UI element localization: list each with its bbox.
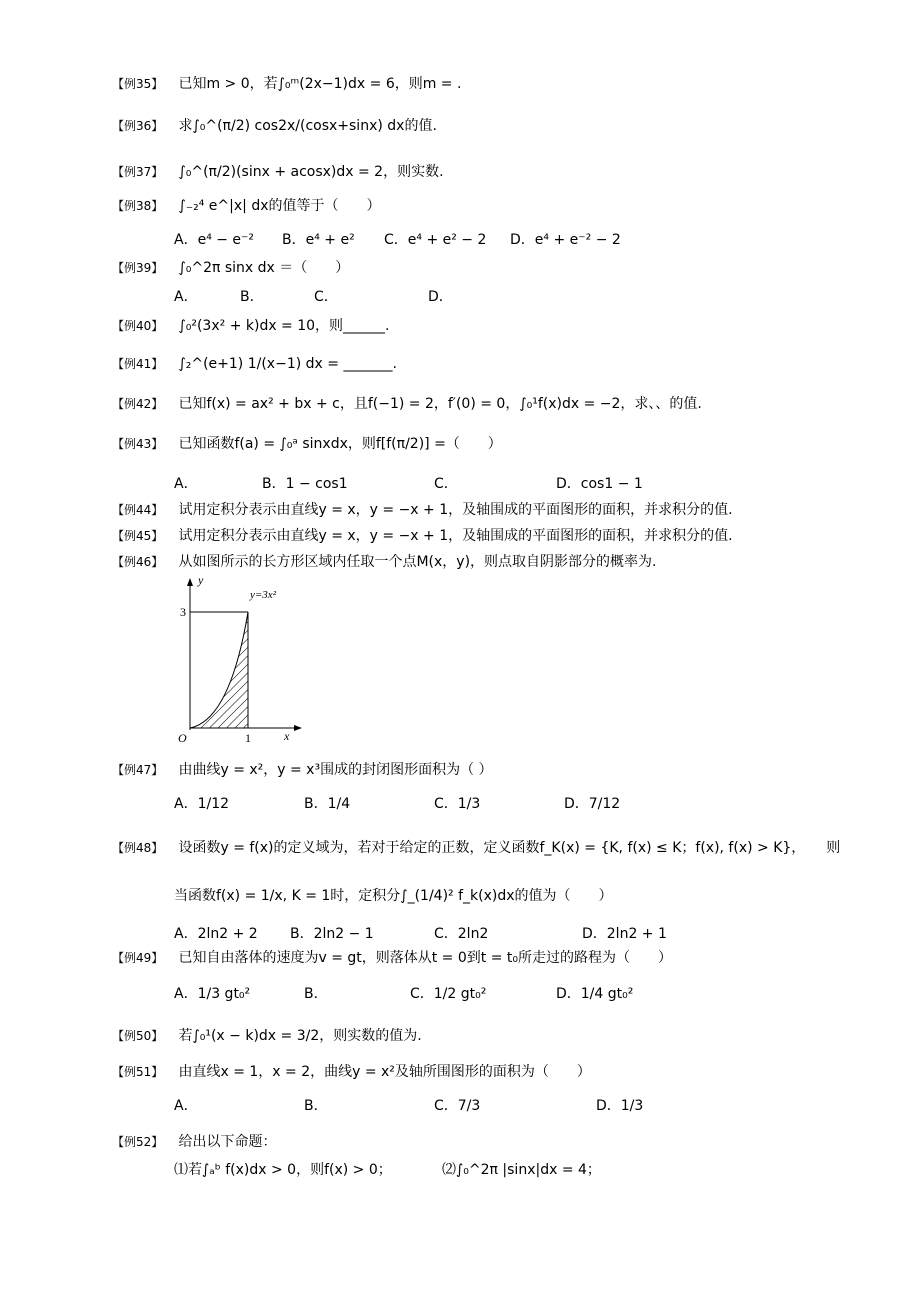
problem-text: 已知函数f(a) = ∫₀ᵃ sinxdx，则f[f(π/2)] =（ ） <box>178 436 502 452</box>
x-axis-label: x <box>284 729 290 743</box>
problem-tag: 【例48】 <box>112 841 164 855</box>
problem-text: 求∫₀^(π/2) cos2x/(cosx+sinx) dx的值. <box>178 118 437 134</box>
tick-x-1: 1 <box>245 731 251 745</box>
option-b: B． <box>304 986 328 1002</box>
problem-tag: 【例50】 <box>112 1029 164 1043</box>
option-a: A．1/12 <box>174 796 230 812</box>
option-c: C．2ln2 <box>434 926 489 942</box>
problem-tag: 【例47】 <box>112 763 164 777</box>
problem-40 <box>112 316 390 336</box>
problem-tag: 【例40】 <box>112 319 164 333</box>
problem-38 <box>112 196 381 216</box>
problem-tag: 【例36】 <box>112 119 164 133</box>
option-c: C． <box>314 289 338 305</box>
problem-52 <box>112 1132 276 1152</box>
problem-44 <box>112 500 733 520</box>
option-d: D．7/12 <box>564 796 621 812</box>
proposition-2: ⑵∫₀^2π |sinx|dx = 4； <box>442 1162 601 1178</box>
option-c: C． <box>434 476 458 492</box>
option-b: B． <box>304 1098 328 1114</box>
proposition-1: ⑴若∫ₐᵇ f(x)dx > 0，则f(x) > 0； <box>174 1162 392 1178</box>
problem-43 <box>112 434 502 454</box>
problem-41 <box>112 354 397 374</box>
option-a: A． <box>174 476 198 492</box>
problem-45 <box>112 526 733 546</box>
problem-tag: 【例35】 <box>112 77 164 91</box>
problem-tag: 【例49】 <box>112 951 164 965</box>
option-b: B． <box>240 289 264 305</box>
option-b: B．e⁴ + e² <box>282 232 355 248</box>
problem-text: 试用定积分表示由直线y = x，y = −x + 1，及轴围成的平面图形的面积，并求积分的值. <box>178 528 733 544</box>
option-a: A．e⁴ − e⁻² <box>174 232 255 248</box>
problem-text: ∫₂^(e+1) 1/(x−1) dx = _______. <box>178 356 397 372</box>
problem-46 <box>112 552 656 572</box>
option-c: C．e⁴ + e² − 2 <box>384 232 487 248</box>
option-a: A．2ln2 + 2 <box>174 926 258 942</box>
problem-47 <box>112 760 493 780</box>
curve-label: y=3x² <box>250 589 276 601</box>
problem-48-text2: 当函数f(x) = 1/x, K = 1时，定积分∫_(1/4)² f_k(x)dx的值为（ ） <box>174 888 613 904</box>
problem-text: 已知自由落体的速度为v = gt，则落体从t = 0到t = t₀所走过的路程为（ ） <box>178 950 672 966</box>
problem-tag: 【例45】 <box>112 529 164 543</box>
option-d: D．1/4 gt₀² <box>556 986 634 1002</box>
tick-y-3: 3 <box>180 605 186 619</box>
problem-42 <box>112 394 702 414</box>
problem-text: 若∫₀¹(x − k)dx = 3/2，则实数的值为. <box>178 1028 422 1044</box>
option-b: B．1/4 <box>304 796 351 812</box>
problem-text: ∫₋₂⁴ e^|x| dx的值等于（ ） <box>178 198 381 214</box>
option-c: C．7/3 <box>434 1098 481 1114</box>
option-c: C．1/3 <box>434 796 481 812</box>
problem-text: 由直线x = 1，x = 2，曲线y = x²及轴所围图形的面积为（ ） <box>178 1064 591 1080</box>
problem-48 <box>112 838 840 858</box>
problem-text: 已知m > 0，若∫₀ᵐ(2x−1)dx = 6，则m = . <box>178 76 462 92</box>
option-c: C．1/2 gt₀² <box>410 986 487 1002</box>
problem-text: 由曲线y = x²，y = x³围成的封闭图形面积为（ ） <box>178 762 493 778</box>
problem-tag: 【例44】 <box>112 503 164 517</box>
problem-tag: 【例51】 <box>112 1065 164 1079</box>
problem-tag: 【例46】 <box>112 555 164 569</box>
problem-37 <box>112 162 444 182</box>
problem-text: 已知f(x) = ax² + bx + c，且f(−1) = 2，f′(0) = 0，∫₀¹f(x)dx = −2，求、、的值. <box>178 396 702 412</box>
x-axis-arrow <box>294 725 302 731</box>
problem-50 <box>112 1026 422 1046</box>
option-a: A．1/3 gt₀² <box>174 986 251 1002</box>
option-d: D．2ln2 + 1 <box>582 926 667 942</box>
problem-tag: 【例41】 <box>112 357 164 371</box>
problem-text: 设函数y = f(x)的定义域为，若对于给定的正数，定义函数f_K(x) = {K, f(x) ≤ K；f(x), f(x) > K}， 则 <box>178 840 841 856</box>
problem-46-figure <box>170 572 310 746</box>
problem-tag: 【例42】 <box>112 397 164 411</box>
problem-35 <box>112 74 461 94</box>
option-d: D．e⁴ + e⁻² − 2 <box>510 232 621 248</box>
option-d: D．1/3 <box>596 1098 644 1114</box>
problem-tag: 【例37】 <box>112 165 164 179</box>
problem-text: 试用定积分表示由直线y = x，y = −x + 1，及轴围成的平面图形的面积，并求积分的值. <box>178 502 733 518</box>
y-axis-label: y <box>198 573 204 587</box>
option-d: D． <box>428 289 453 305</box>
origin-label: O <box>178 731 187 745</box>
problem-51 <box>112 1062 591 1082</box>
problem-text: ∫₀²(3x² + k)dx = 10，则______. <box>178 318 390 334</box>
problem-tag: 【例39】 <box>112 261 164 275</box>
problem-49 <box>112 948 672 968</box>
y-axis-arrow <box>187 578 193 586</box>
problem-tag: 【例43】 <box>112 437 164 451</box>
problem-text: 从如图所示的长方形区域内任取一个点M(x，y)，则点取自阴影部分的概率为. <box>178 554 657 570</box>
option-a: A． <box>174 289 198 305</box>
problem-39 <box>112 258 349 278</box>
problem-text: 给出以下命题： <box>178 1134 277 1150</box>
option-d: D．cos1 − 1 <box>556 476 643 492</box>
problem-text: ∫₀^(π/2)(sinx + acosx)dx = 2，则实数. <box>178 164 444 180</box>
option-b: B．2ln2 − 1 <box>290 926 374 942</box>
option-b: B．1 − cos1 <box>262 476 348 492</box>
problem-tag: 【例38】 <box>112 199 164 213</box>
problem-36 <box>112 116 437 136</box>
problem-tag: 【例52】 <box>112 1135 164 1149</box>
problem-text: ∫₀^2π sinx dx ＝（ ） <box>178 260 350 276</box>
shaded-region <box>190 612 248 728</box>
option-a: A． <box>174 1098 198 1114</box>
